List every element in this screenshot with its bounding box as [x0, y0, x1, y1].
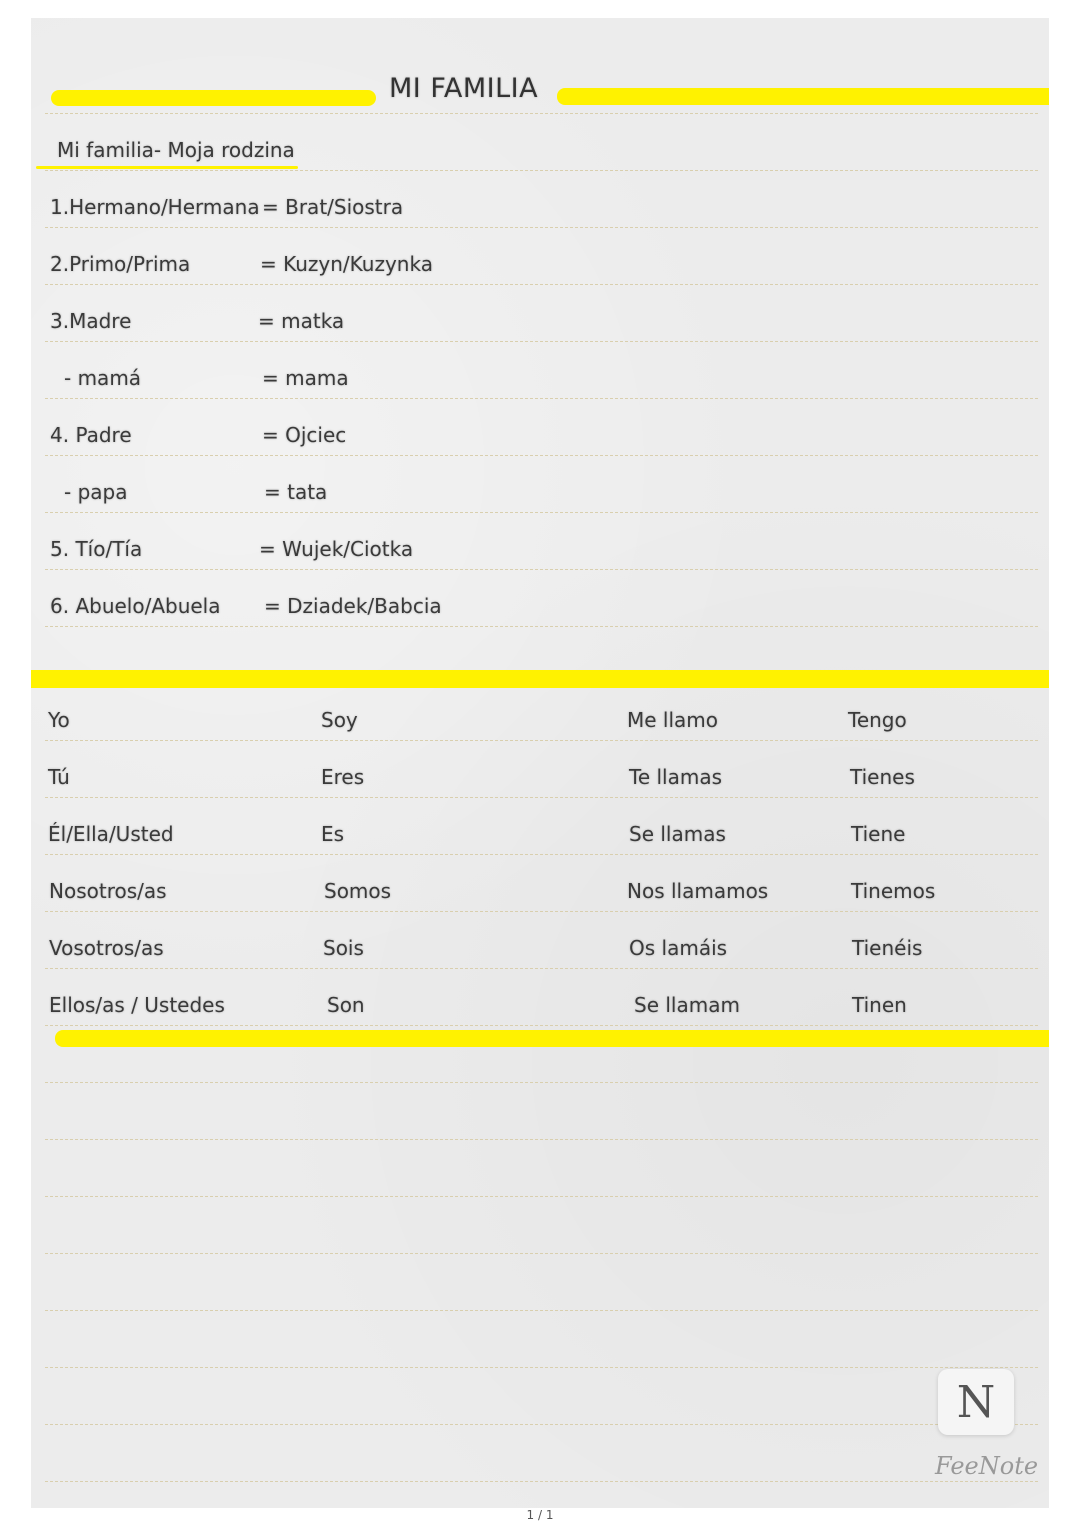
vocab-spanish: - mamá	[64, 366, 142, 390]
ruled-line	[45, 740, 1038, 741]
page-title: MI FAMILIA	[389, 73, 539, 104]
conj-llamarse: Nos llamamos	[627, 879, 769, 903]
feenote-wordmark: FeeNote	[935, 1452, 1039, 1480]
conj-ser: Es	[321, 822, 345, 846]
page-counter: 1 / 1	[526, 1508, 554, 1522]
conj-llamarse: Se llamam	[634, 993, 740, 1017]
subtitle-underline	[36, 166, 298, 169]
vocab-polish: = tata	[264, 480, 328, 504]
vocab-polish: = matka	[258, 309, 345, 333]
conj-pronoun: Tú	[48, 765, 70, 789]
ruled-line	[45, 1082, 1038, 1083]
ruled-line	[45, 227, 1038, 228]
vocab-spanish: 3.Madre	[50, 309, 132, 333]
vocab-polish: = Wujek/Ciotka	[259, 537, 414, 561]
notebook-page	[31, 18, 1049, 1508]
conj-llamarse: Te llamas	[629, 765, 723, 789]
ruled-line	[45, 968, 1038, 969]
table-end-highlight	[55, 1030, 1049, 1047]
ruled-line	[45, 569, 1038, 570]
vocab-polish: = Ojciec	[262, 423, 347, 447]
vocab-spanish: 2.Primo/Prima	[50, 252, 191, 276]
logo-mark: N	[956, 1376, 996, 1428]
vocab-polish: = Kuzyn/Kuzynka	[260, 252, 433, 276]
ruled-line	[45, 341, 1038, 342]
vocab-spanish: 6. Abuelo/Abuela	[50, 594, 221, 618]
conj-ser: Somos	[324, 879, 392, 903]
conj-pronoun: Él/Ella/Usted	[48, 822, 174, 846]
title-highlight-left	[51, 90, 376, 106]
vocab-spanish: 4. Padre	[50, 423, 132, 447]
ruled-line	[45, 398, 1038, 399]
conj-ser: Sois	[323, 936, 364, 960]
vocab-spanish: 1.Hermano/Hermana	[50, 195, 260, 219]
vocab-polish: = mama	[262, 366, 349, 390]
ruled-line	[45, 1025, 1038, 1026]
vocab-spanish: 5. Tío/Tía	[50, 537, 143, 561]
ruled-line	[45, 626, 1038, 627]
conj-ser: Soy	[321, 708, 358, 732]
ruled-line	[45, 1196, 1038, 1197]
conj-tener: Tengo	[848, 708, 907, 732]
ruled-line	[45, 854, 1038, 855]
conj-pronoun: Ellos/as / Ustedes	[49, 993, 225, 1017]
conj-ser: Eres	[321, 765, 365, 789]
ruled-line	[45, 113, 1038, 114]
conj-pronoun: Nosotros/as	[49, 879, 167, 903]
ruled-line	[45, 797, 1038, 798]
ruled-line	[45, 1481, 1038, 1482]
subtitle: Mi familia- Moja rodzina	[57, 138, 295, 162]
feenote-logo-icon	[938, 1369, 1014, 1435]
vocab-polish: = Brat/Siostra	[262, 195, 404, 219]
ruled-line	[45, 1310, 1038, 1311]
ruled-line	[45, 1253, 1038, 1254]
conj-tener: Tienes	[850, 765, 915, 789]
conj-llamarse: Se llamas	[629, 822, 726, 846]
conj-tener: Tinen	[852, 993, 907, 1017]
ruled-line	[45, 911, 1038, 912]
ruled-line	[45, 1424, 1038, 1425]
title-highlight-right	[557, 88, 1049, 105]
vocab-polish: = Dziadek/Babcia	[264, 594, 442, 618]
conj-tener: Tienéis	[852, 936, 923, 960]
conj-ser: Son	[327, 993, 365, 1017]
ruled-line	[45, 455, 1038, 456]
section-divider-highlight	[31, 670, 1049, 688]
ruled-line	[45, 1367, 1038, 1368]
conj-tener: Tiene	[851, 822, 906, 846]
conj-llamarse: Me llamo	[627, 708, 719, 732]
conj-pronoun: Yo	[48, 708, 70, 732]
conj-pronoun: Vosotros/as	[49, 936, 164, 960]
vocab-spanish: - papa	[64, 480, 128, 504]
conj-tener: Tinemos	[851, 879, 936, 903]
ruled-line	[45, 170, 1038, 171]
ruled-line	[45, 1139, 1038, 1140]
ruled-line	[45, 284, 1038, 285]
conj-llamarse: Os lamáis	[629, 936, 728, 960]
ruled-line	[45, 512, 1038, 513]
